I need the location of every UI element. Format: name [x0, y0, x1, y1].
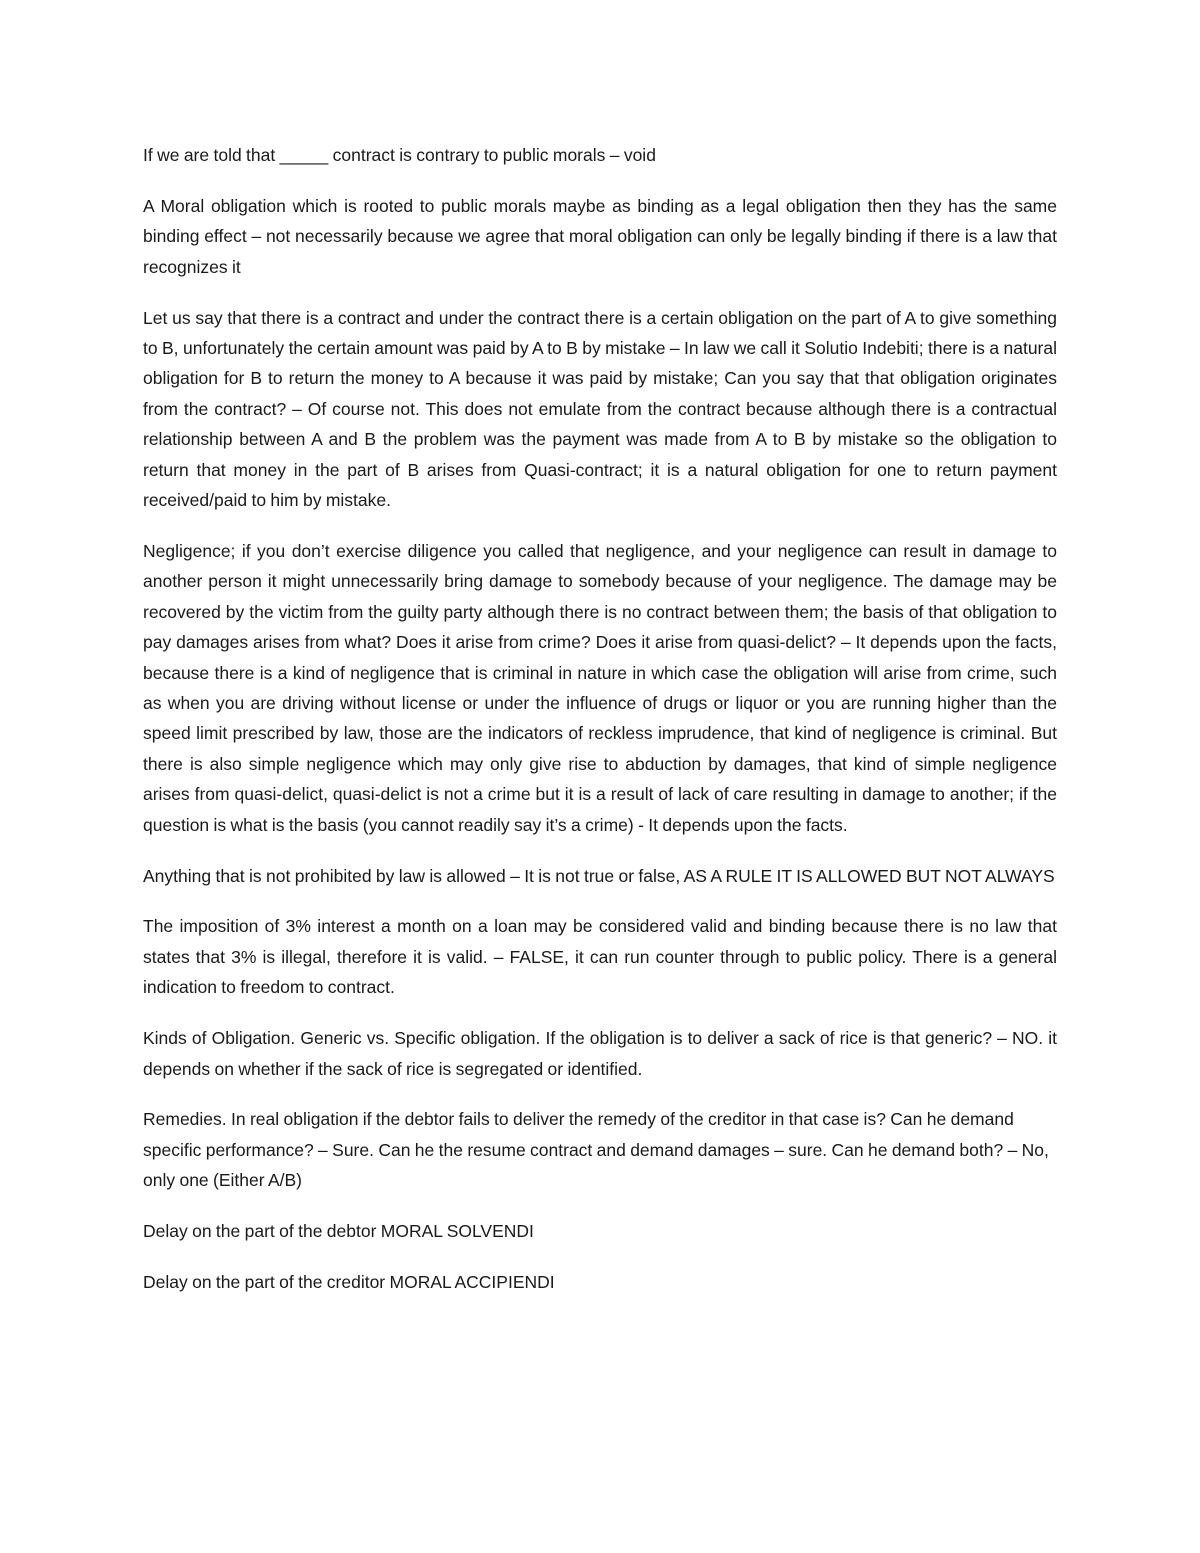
- paragraph-remedies: Remedies. In real obligation if the debtor fails to deliver the remedy of the creditor in that case is? Can he demand specific performance? – Sure. Can he the resume contract and demand damages – sure. Can he demand both? – No, only one (Either A/B): [143, 1109, 1049, 1191]
- document-body: [143, 140, 1057, 1318]
- paragraph-interest-imposition: The imposition of 3% interest a month on a loan may be considered valid and binding because there is no law that states that 3% is illegal, therefore it is valid. – FALSE, it can run counter through to public policy. There is a general indication to freedom to contract.: [143, 916, 1057, 998]
- paragraph-void-contract: If we are told that _____ contract is contrary to public morals – void: [143, 145, 656, 165]
- paragraph-delay-debtor: Delay on the part of the debtor MORAL SOLVENDI: [143, 1221, 534, 1242]
- paragraph-kinds-of-obligation: Kinds of Obligation. Generic vs. Specific obligation. If the obligation is to deliver a sack of rice is that generic? – NO. it depends on whether if the sack of rice is segregated or identified.: [143, 1028, 1057, 1079]
- paragraph-delay-creditor: Delay on the part of the creditor MORAL ACCIPIENDI: [143, 1272, 555, 1293]
- paragraph-not-prohibited: Anything that is not prohibited by law is allowed – It is not true or false, AS A RULE IT IS ALLOWED BUT NOT ALWAYS: [143, 865, 1055, 886]
- paragraph-moral-obligation: A Moral obligation which is rooted to public morals maybe as binding as a legal obligation then they has the same binding effect – not necessarily because we agree that moral obligation can only be legally binding if there is a law that recognizes it: [143, 195, 1057, 277]
- paragraph-negligence: Negligence; if you don’t exercise diligence you called that negligence, and your negligence can result in damage to another person it might unnecessarily bring damage to somebody because of your negligence. The damage may be recovered by the victim from the guilty party although there is no contract between them; the basis of that obligation to pay damages arises from what? Does it arise from crime? Does it arise from quasi-delict? – It depends upon the facts, because there is a kind of negligence that is criminal in nature in which case the obligation will arise from crime, such as when you are driving without license or under the influence of drugs or liquor or you are running higher than the speed limit prescribed by law, those are the indicators of reckless imprudence, that kind of negligence is criminal. But there is also simple negligence which may only give rise to abduction by damages, that kind of simple negligence arises from quasi-delict, quasi-delict is not a crime but it is a result of lack of care resulting in damage to another; if the question is what is the basis (you cannot readily say it’s a crime) - It depends upon the facts.: [143, 540, 1057, 835]
- paragraph-solutio-indebiti: Let us say that there is a contract and under the contract there is a certain obligation on the part of A to give something to B, unfortunately the certain amount was paid by A to B by mistake – In law we call it Solutio Indebiti; there is a natural obligation for B to return the money to A because it was paid by mistake; Can you say that that obligation originates from the contract? – Of course not. This does not emulate from the contract because although there is a contractual relationship between A and B the problem was the payment was made from A to B by mistake so the obligation to return that money in the part of B arises from Quasi-contract; it is a natural obligation for one to return payment received/paid to him by mistake.: [143, 307, 1057, 511]
